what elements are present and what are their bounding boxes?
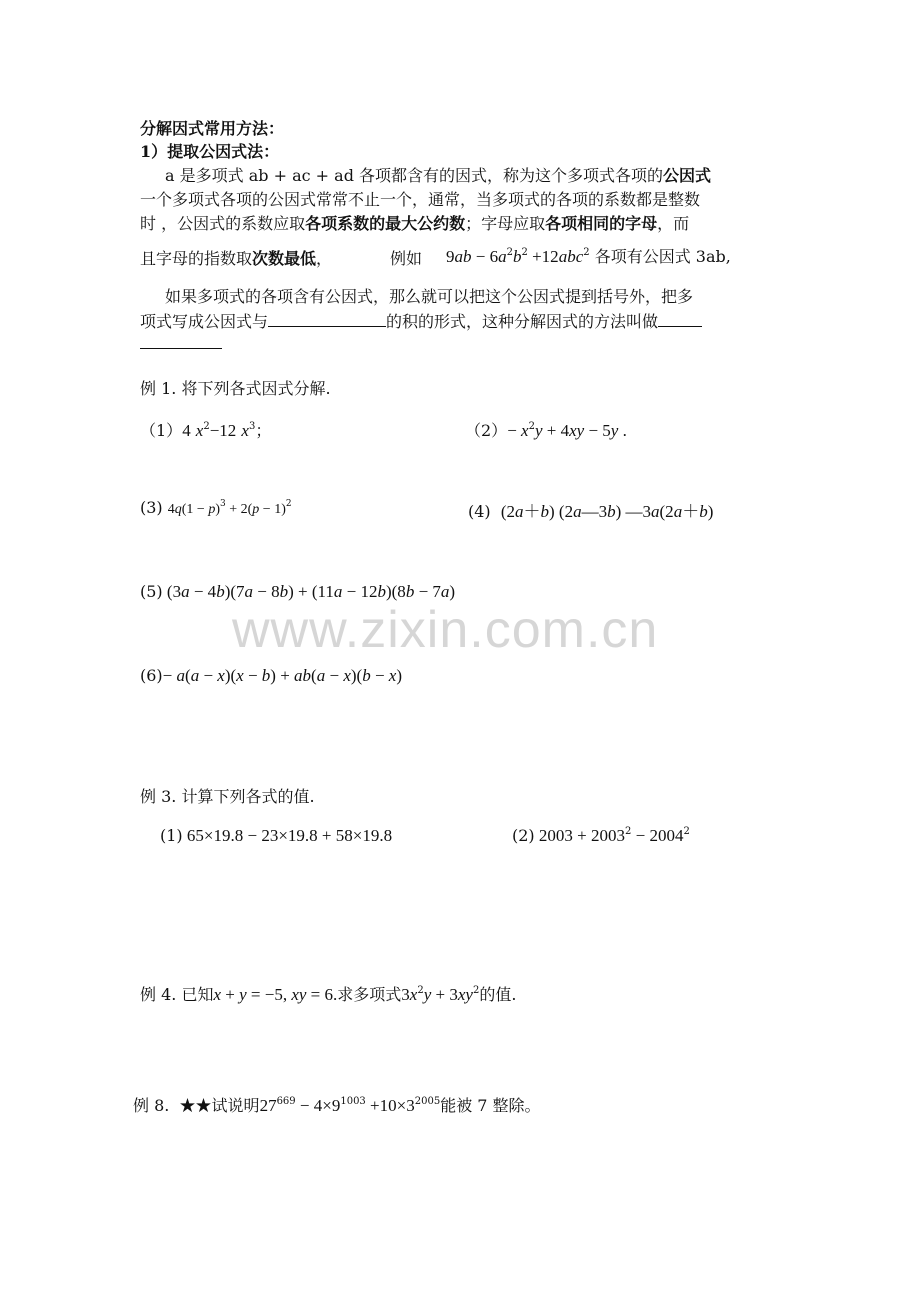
item-number: (4) (468, 502, 491, 521)
item-number: （2） (465, 421, 508, 440)
para1-line3-text3: ，而 (657, 214, 690, 233)
term-same-letters: 各项相同的字母 (545, 214, 658, 233)
para1-line1 (165, 163, 711, 186)
para1-line3 (140, 211, 689, 234)
example1-item1: （1）4 $x^2-12$ $x^3$； (140, 421, 272, 440)
example3-item2: (2) $2003 + 2003^2 - 2004^2$ (512, 826, 690, 845)
term-lowest-degree: 次数最低 (252, 249, 317, 268)
example8: 例 8. ★★试说明$27^{669} - 4\times 9^{1003} +10\times 3^{2005}$能被 7 整除。 (133, 1096, 541, 1115)
item-number: (5) (140, 582, 163, 601)
para2-line2 (140, 309, 702, 332)
example1-item2: $(2)- x^2y + 4xy - 5y$ . (465, 421, 627, 440)
example-note: 各项有公因式 3ab, (594, 247, 731, 266)
para1-line4-comma: ， (316, 249, 333, 268)
heading: 分解因式常用方法： (140, 119, 285, 138)
example1-item4: (4) (2a＋b) (2a—3b) —3a(2a＋b) (468, 502, 714, 521)
example-label: 例如 (390, 249, 423, 268)
example8-text2: 能被 7 整除。 (440, 1096, 541, 1115)
example1-title: 例 1. 将下列各式因式分解. (140, 379, 331, 398)
para1-line1-text: a 是多项式 ab + ac + ad 各项都含有的因式，称为这个多项式各项的 (165, 166, 664, 185)
example-expression: $9ab - 6a^2b^2 +12abc^2$ 各项有公因式 3ab, (446, 247, 731, 266)
fill-blank-2a[interactable] (658, 312, 702, 327)
watermark: www.zixin.com.cn (232, 601, 659, 659)
para2-line2-text: 项式写成公因式与 (140, 312, 269, 331)
para1-line3-text2: ；字母应取 (465, 214, 546, 233)
item-number: (2) (512, 826, 535, 845)
term-gcd: 各项系数的最大公约数 (305, 214, 466, 233)
fill-blank-2b[interactable] (140, 334, 222, 349)
para1-line4 (140, 246, 332, 269)
example4-text: 求多项式 (337, 985, 402, 1004)
example4: 例 4. 已知x + y = −5, xy = 6.求多项式$3x^2y + 3xy^2$的值. (140, 985, 517, 1004)
example3-title: 例 3. 计算下列各式的值. (140, 787, 315, 806)
item-number: （1） (140, 421, 183, 440)
section-title-common-factor: 1）提取公因式法： (140, 142, 280, 161)
example3-item1: (1) 65×19.8 − 23×19.8 + 58×19.8 (160, 826, 393, 845)
difficulty-stars-icon: ★★ (179, 1096, 212, 1115)
para1-line2: 一个多项式各项的公因式常常不止一个，通常，当多项式的各项的系数都是整数 (140, 190, 701, 209)
example8-text: 试说明 (211, 1096, 260, 1115)
item-number: (6) (140, 666, 163, 685)
term-common-factor: 公因式 (663, 166, 712, 185)
para1-line4-text: 且字母的指数取 (140, 249, 253, 268)
example1-item5: (5) (3a − 4b)(7a − 8b) + (11a − 12b)(8b − 7a) (140, 582, 456, 601)
item-number: (1) (160, 826, 183, 845)
example4-text2: 的值. (479, 985, 517, 1004)
example4-label: 例 4. 已知 (140, 985, 214, 1004)
example1-item6: (6)− a(a − x)(x − b) + ab(a − x)(b − x) (140, 666, 402, 685)
fill-blank-2b-row (140, 334, 222, 353)
item-number: (3) (140, 498, 163, 517)
para2-line1: 如果多项式的各项含有公因式，那么就可以把这个公因式提到括号外，把多 (165, 287, 694, 306)
example8-label: 例 8. (133, 1096, 170, 1115)
example1-item3: (3) $4q(1 - p)^3 + 2(p - 1)^2$ (140, 498, 292, 517)
para1-line3-text: 时 ，公因式的系数应取 (140, 214, 306, 233)
fill-blank-1[interactable] (268, 312, 386, 327)
para2-line2-text2: 的积的形式，这种分解因式的方法叫做 (386, 312, 659, 331)
